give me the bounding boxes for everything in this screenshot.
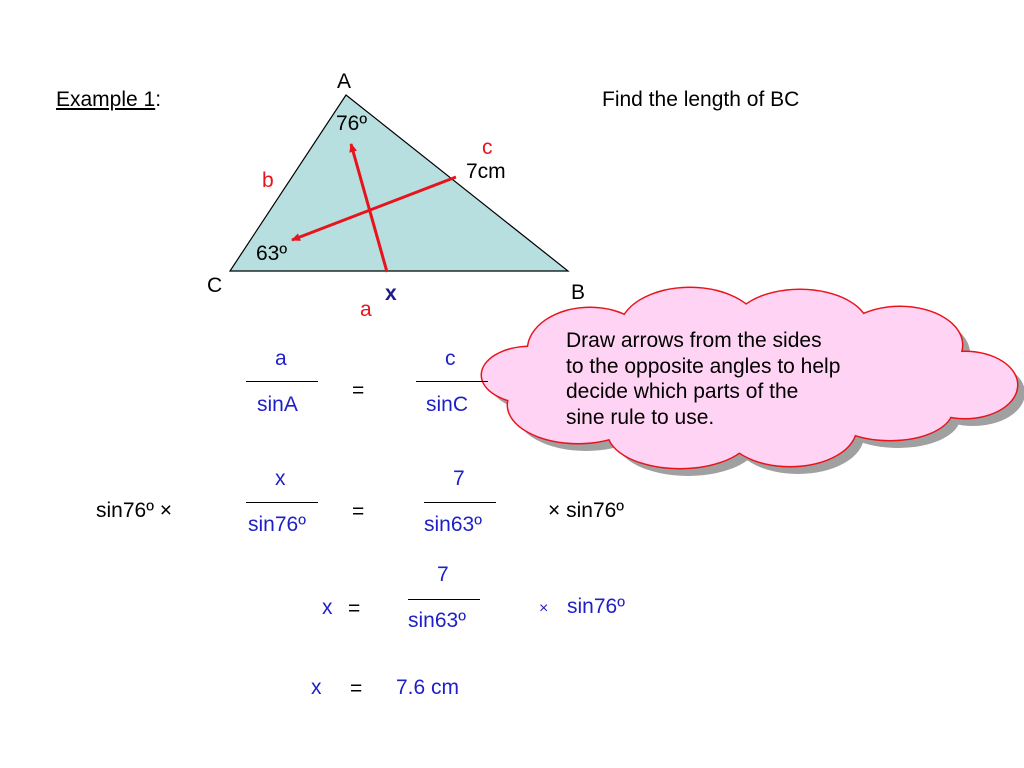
step3-denominator: sin63º [408, 609, 466, 632]
callout-line: sine rule to use. [566, 405, 715, 429]
rule-right-fraction-bar [416, 381, 488, 382]
step2-right-numerator: 7 [453, 467, 465, 490]
step3-factor: sin76º [567, 595, 625, 618]
step3-fraction-bar [408, 599, 480, 600]
example-colon: : [155, 88, 162, 111]
rule-left-denominator: sinA [257, 393, 298, 416]
side-a-unknown-x: x [385, 282, 397, 305]
rule-equals: = [352, 379, 365, 402]
answer-value: 7.6 cm [396, 676, 460, 699]
example-label: Example 1 [56, 88, 156, 111]
rule-left-numerator: a [275, 347, 287, 370]
step2-left-numerator: x [275, 467, 286, 490]
task-text: Find the length of BC [602, 88, 800, 111]
callout-line: Draw arrows from the sides [566, 329, 822, 352]
answer-equals: = [350, 677, 363, 700]
side-c-length: 7cm [466, 160, 506, 183]
side-a-label: a [360, 298, 372, 321]
step2-suffix: × sin76º [548, 499, 624, 522]
angle-c-label: 63º [256, 242, 288, 265]
side-c-label: c [482, 136, 493, 159]
step3-equals: = [348, 597, 361, 620]
answer-x: x [311, 676, 322, 699]
vertex-c-label: C [207, 274, 223, 297]
rule-right-denominator: sinC [426, 393, 469, 416]
example-heading [56, 88, 161, 112]
callout-line: decide which parts of the [566, 380, 799, 403]
step2-left-fraction-bar [246, 502, 318, 503]
step2-prefix: sin76º × [96, 499, 172, 522]
step2-left-denominator: sin76º [248, 513, 306, 536]
rule-right-numerator: c [445, 347, 456, 370]
callout-line: to the opposite angles to help [566, 354, 841, 378]
rule-left-fraction-bar [246, 381, 318, 382]
callout-text [566, 328, 906, 430]
step3-times: × [539, 600, 549, 617]
vertex-b-label: B [571, 281, 586, 304]
step2-right-denominator: sin63º [424, 513, 482, 536]
step3-numerator: 7 [437, 563, 449, 586]
vertex-a-label: A [337, 70, 352, 93]
angle-a-label: 76º [336, 112, 368, 135]
step2-right-fraction-bar [424, 502, 496, 503]
step3-x: x [322, 596, 333, 619]
step2-equals: = [352, 500, 365, 523]
side-b-label: b [262, 169, 274, 192]
